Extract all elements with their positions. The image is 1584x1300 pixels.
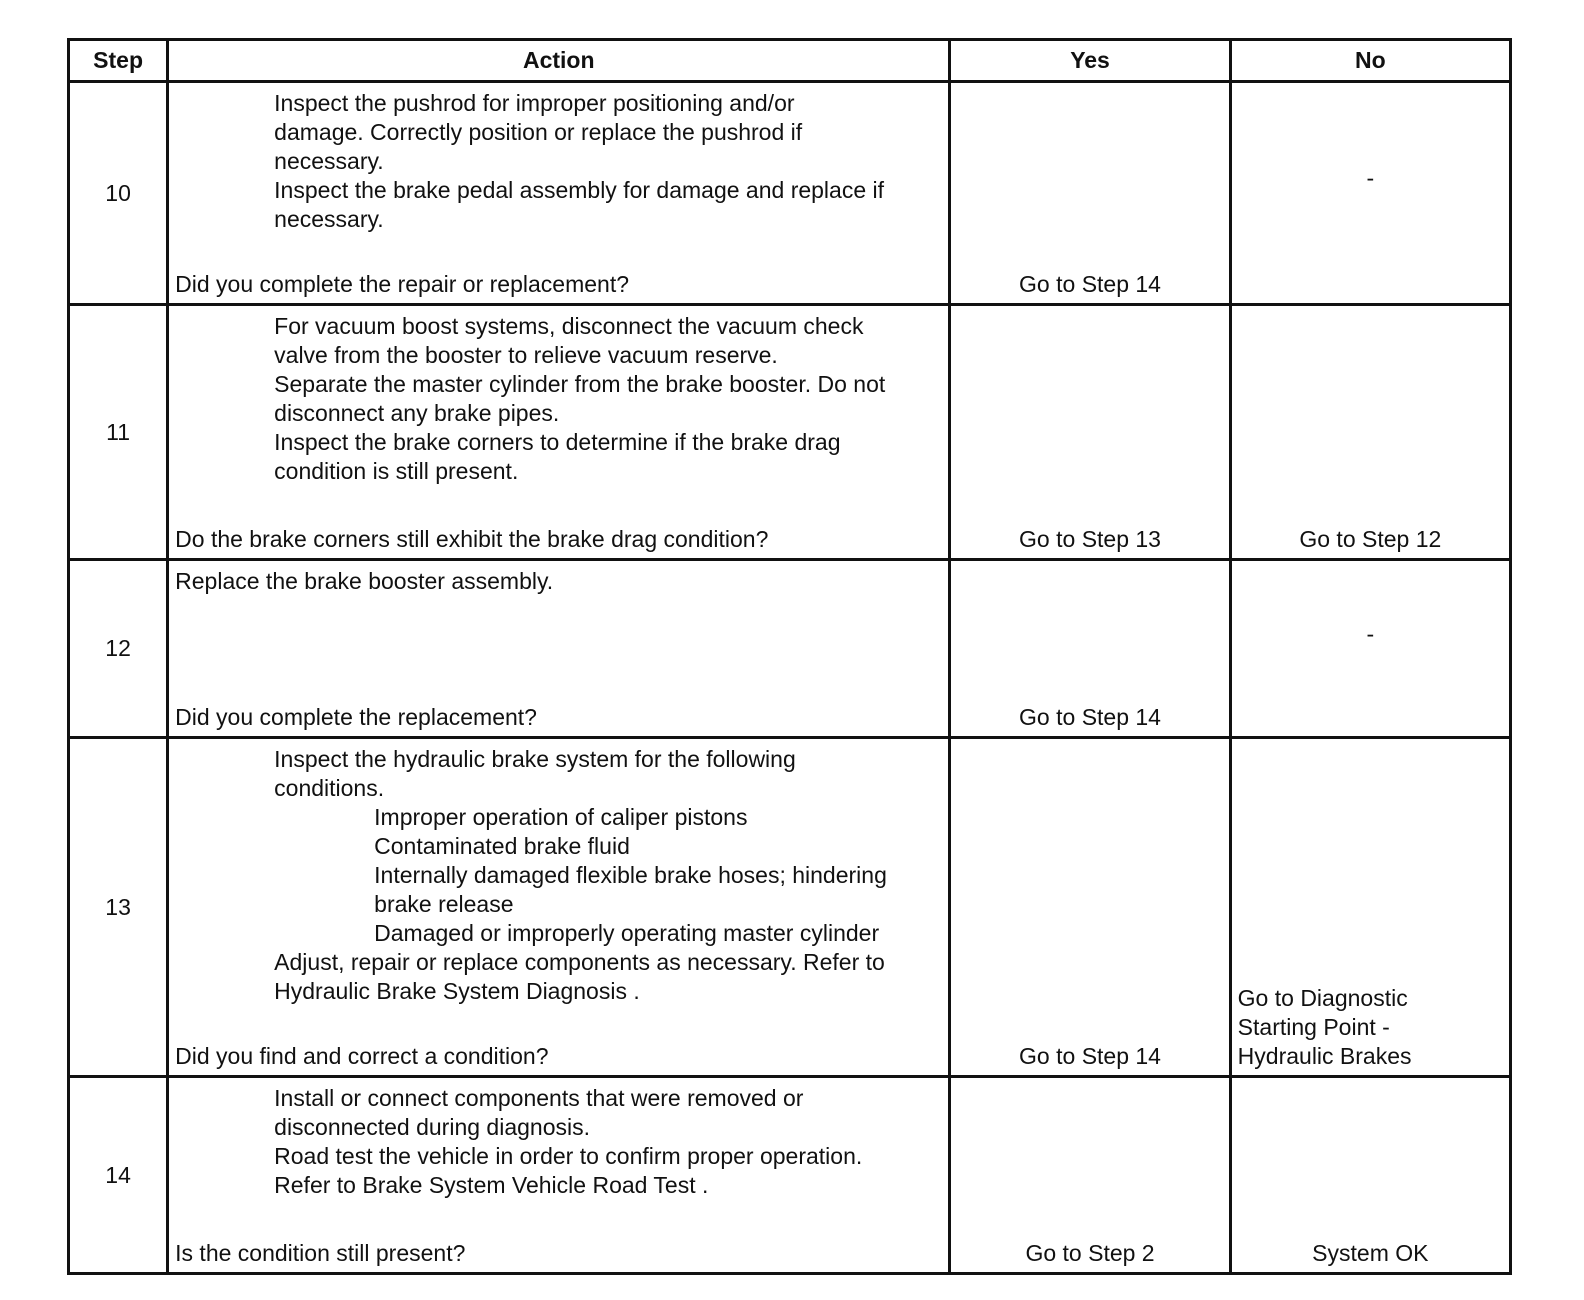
header-step: Step xyxy=(69,40,168,82)
action-line: disconnect any brake pipes. xyxy=(274,400,560,426)
action-line: Hydraulic Brake System Diagnosis . xyxy=(274,978,640,1004)
yes-result: Go to Step 14 xyxy=(1019,704,1161,730)
action-line: conditions. xyxy=(274,775,385,801)
no-cell xyxy=(1230,738,1510,1077)
action-line: condition is still present. xyxy=(274,458,519,484)
table-row xyxy=(69,1077,1511,1274)
action-cell xyxy=(168,305,950,560)
yes-result: Go to Step 13 xyxy=(1019,526,1161,552)
no-result: Go to Step 12 xyxy=(1299,526,1442,552)
no-cell xyxy=(1230,305,1510,560)
action-line: necessary. xyxy=(274,148,384,174)
action-line: For vacuum boost systems, disconnect the vacuum check xyxy=(274,313,864,339)
action-line: valve from the booster to relieve vacuum reserve. xyxy=(274,342,778,368)
step-number: 10 xyxy=(69,82,168,305)
step-number: 14 xyxy=(69,1077,168,1274)
action-cell xyxy=(168,1077,950,1274)
action-subline: Internally damaged flexible brake hoses; hindering xyxy=(374,862,887,888)
action-line: necessary. xyxy=(274,206,384,232)
action-line: Inspect the brake corners to determine if the brake drag xyxy=(274,429,841,455)
yes-cell xyxy=(950,305,1230,560)
table-row xyxy=(69,560,1511,738)
yes-cell xyxy=(950,560,1230,738)
action-line: Road test the vehicle in order to confirm proper operation. xyxy=(274,1143,863,1169)
action-question: Do the brake corners still exhibit the brake drag condition? xyxy=(175,526,769,552)
no-result-line: Starting Point - xyxy=(1237,1014,1390,1040)
action-cell xyxy=(168,560,950,738)
header-row xyxy=(69,40,1511,82)
action-line: damage. Correctly position or replace the pushrod if xyxy=(274,119,803,145)
table-row xyxy=(69,738,1511,1077)
table-row xyxy=(69,82,1511,305)
action-subline: Improper operation of caliper pistons xyxy=(374,804,748,830)
action-question: Did you complete the replacement? xyxy=(175,704,537,730)
action-cell xyxy=(168,82,950,305)
action-subline: Damaged or improperly operating master cylinder xyxy=(374,920,880,946)
action-line: Inspect the pushrod for improper positioning and/or xyxy=(274,90,795,116)
no-cell xyxy=(1230,82,1510,305)
action-cell xyxy=(168,738,950,1077)
diagnostic-table xyxy=(67,38,1512,1275)
yes-result: Go to Step 14 xyxy=(1019,271,1161,297)
action-line: Replace the brake booster assembly. xyxy=(175,568,554,594)
yes-cell xyxy=(950,82,1230,305)
yes-cell xyxy=(950,1077,1230,1274)
action-subline: brake release xyxy=(374,891,514,917)
yes-result: Go to Step 2 xyxy=(1025,1240,1155,1266)
action-subline: Contaminated brake fluid xyxy=(374,833,630,859)
action-line: Adjust, repair or replace components as necessary. Refer to xyxy=(274,949,885,975)
no-result: - xyxy=(1366,620,1375,647)
action-question: Is the condition still present? xyxy=(175,1240,466,1266)
yes-cell xyxy=(950,738,1230,1077)
action-question: Did you complete the repair or replacement? xyxy=(175,271,630,297)
step-number: 12 xyxy=(69,560,168,738)
action-line: Install or connect components that were removed or xyxy=(274,1085,804,1111)
no-result xyxy=(1238,984,1503,1071)
action-line: Separate the master cylinder from the brake booster. Do not xyxy=(274,371,886,397)
action-question: Did you find and correct a condition? xyxy=(175,1043,549,1069)
no-cell xyxy=(1230,560,1510,738)
no-result: System OK xyxy=(1312,1240,1429,1266)
no-result-line: Hydraulic Brakes xyxy=(1237,1043,1412,1069)
action-line: Inspect the hydraulic brake system for the following xyxy=(274,746,796,772)
header-yes: Yes xyxy=(950,40,1230,82)
no-result-line: Go to Diagnostic xyxy=(1237,985,1408,1011)
action-line: Inspect the brake pedal assembly for damage and replace if xyxy=(274,177,885,203)
yes-result: Go to Step 14 xyxy=(1019,1043,1161,1069)
action-line: Refer to Brake System Vehicle Road Test . xyxy=(274,1172,709,1198)
step-number: 13 xyxy=(69,738,168,1077)
header-action: Action xyxy=(168,40,950,82)
header-no: No xyxy=(1230,40,1510,82)
table-row xyxy=(69,305,1511,560)
no-cell xyxy=(1230,1077,1510,1274)
action-line: disconnected during diagnosis. xyxy=(274,1114,590,1140)
step-number: 11 xyxy=(69,305,168,560)
no-result: - xyxy=(1366,165,1375,191)
